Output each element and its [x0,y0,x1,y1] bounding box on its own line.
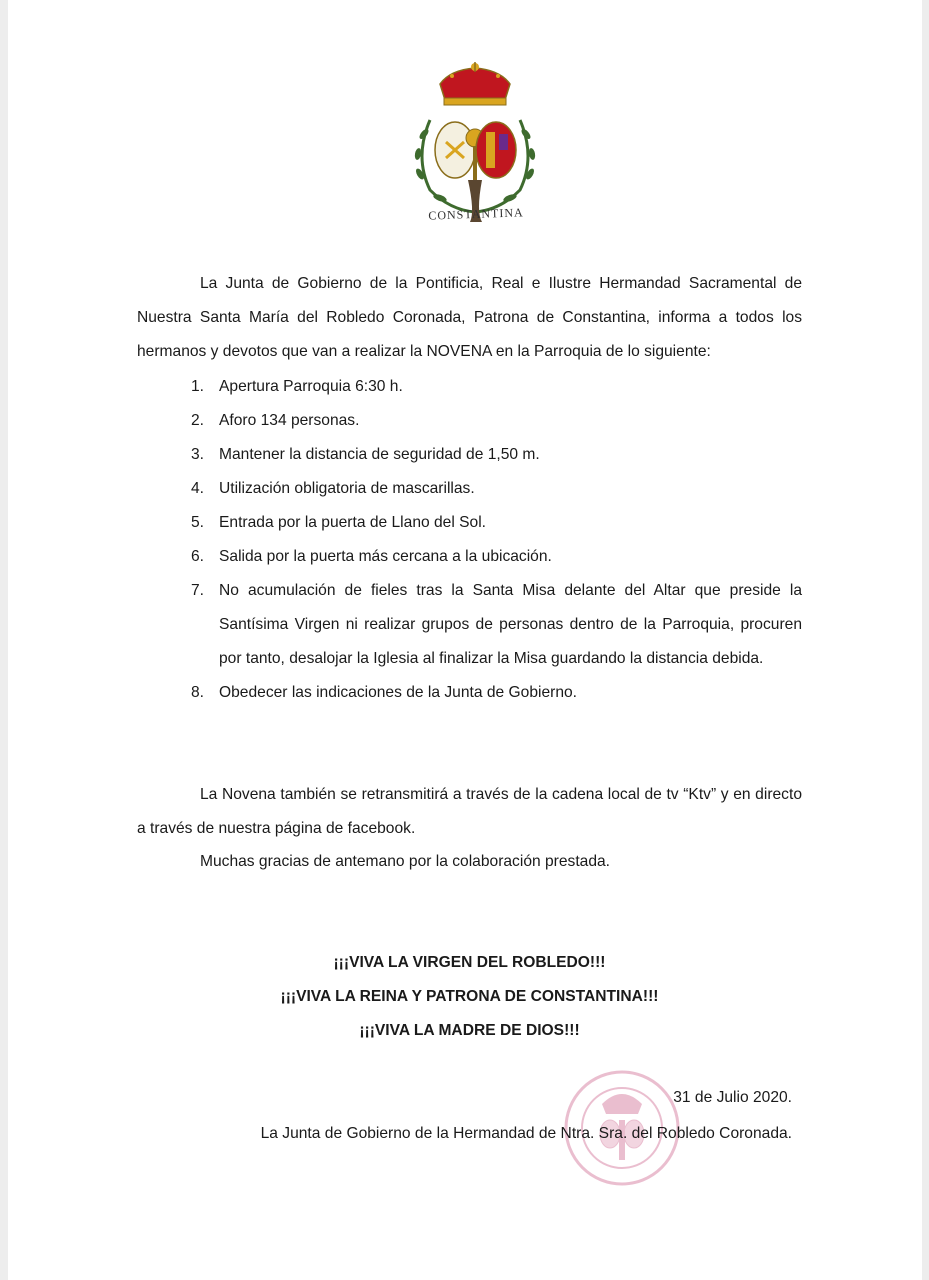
list-item-number: 2. [191,412,205,429]
list-item-number: 8. [191,684,205,701]
list-item [191,540,802,574]
list-item-text: Entrada por la puerta de Llano del Sol. [219,514,487,531]
list-item-number: 6. [191,548,205,565]
list-item-number: 3. [191,446,205,463]
viva-line: ¡¡¡VIVA LA REINA Y PATRONA DE CONSTANTINA!!! [280,988,659,1005]
list-item-number: 1. [191,378,205,395]
list-item-number: 7. [191,582,205,599]
list-item-number: 5. [191,514,205,531]
list-item [191,438,802,472]
list-item-text: Utilización obligatoria de mascarillas. [219,480,475,497]
broadcast-paragraph: La Novena también se retransmitirá a través de la cadena local de tv “Ktv” y en directo a través de nuestra página de facebook. [137,786,802,837]
signature-line: La Junta de Gobierno de la Hermandad de Ntra. Sra. del Robledo Coronada. [260,1125,792,1142]
intro-paragraph: La Junta de Gobierno de la Pontificia, Real e Ilustre Hermandad Sacramental de Nuestra Santa María del Robledo Coronada, Patrona de Constantina, informa a todos los hermanos y devotos que van a realizar la NOVENA en la Parroquia de lo siguiente: [137,275,802,360]
thanks-paragraph: Muchas gracias de antemano por la colaboración prestada. [200,853,611,870]
list-item [191,370,802,404]
document-page [8,0,922,1280]
list-item-text: Apertura Parroquia 6:30 h. [219,378,403,395]
list-item-text: No acumulación de fieles tras la Santa Misa delante del Altar que preside la Santísima Virgen ni realizar grupos de personas dentro de la Parroquia, procuren por tanto, desalojar la Iglesia al finalizar la Misa guardando la distancia debida. [219,582,802,667]
list-item-text: Salida por la puerta más cercana a la ubicación. [219,548,552,565]
list-item [191,676,802,710]
list-item [191,574,802,676]
list-item-text: Aforo 134 personas. [219,412,360,429]
list-item-number: 4. [191,480,205,497]
document-date: 31 de Julio 2020. [673,1089,792,1106]
viva-line: ¡¡¡VIVA LA VIRGEN DEL ROBLEDO!!! [333,954,606,971]
viva-line: ¡¡¡VIVA LA MADRE DE DIOS!!! [359,1022,580,1039]
measures-list [191,370,802,710]
logo-caption: CONSTANTINA [428,205,524,223]
list-item [191,506,802,540]
list-item [191,404,802,438]
list-item-text: Mantener la distancia de seguridad de 1,50 m. [219,446,540,463]
list-item [191,472,802,506]
list-item-text: Obedecer las indicaciones de la Junta de Gobierno. [219,684,578,701]
